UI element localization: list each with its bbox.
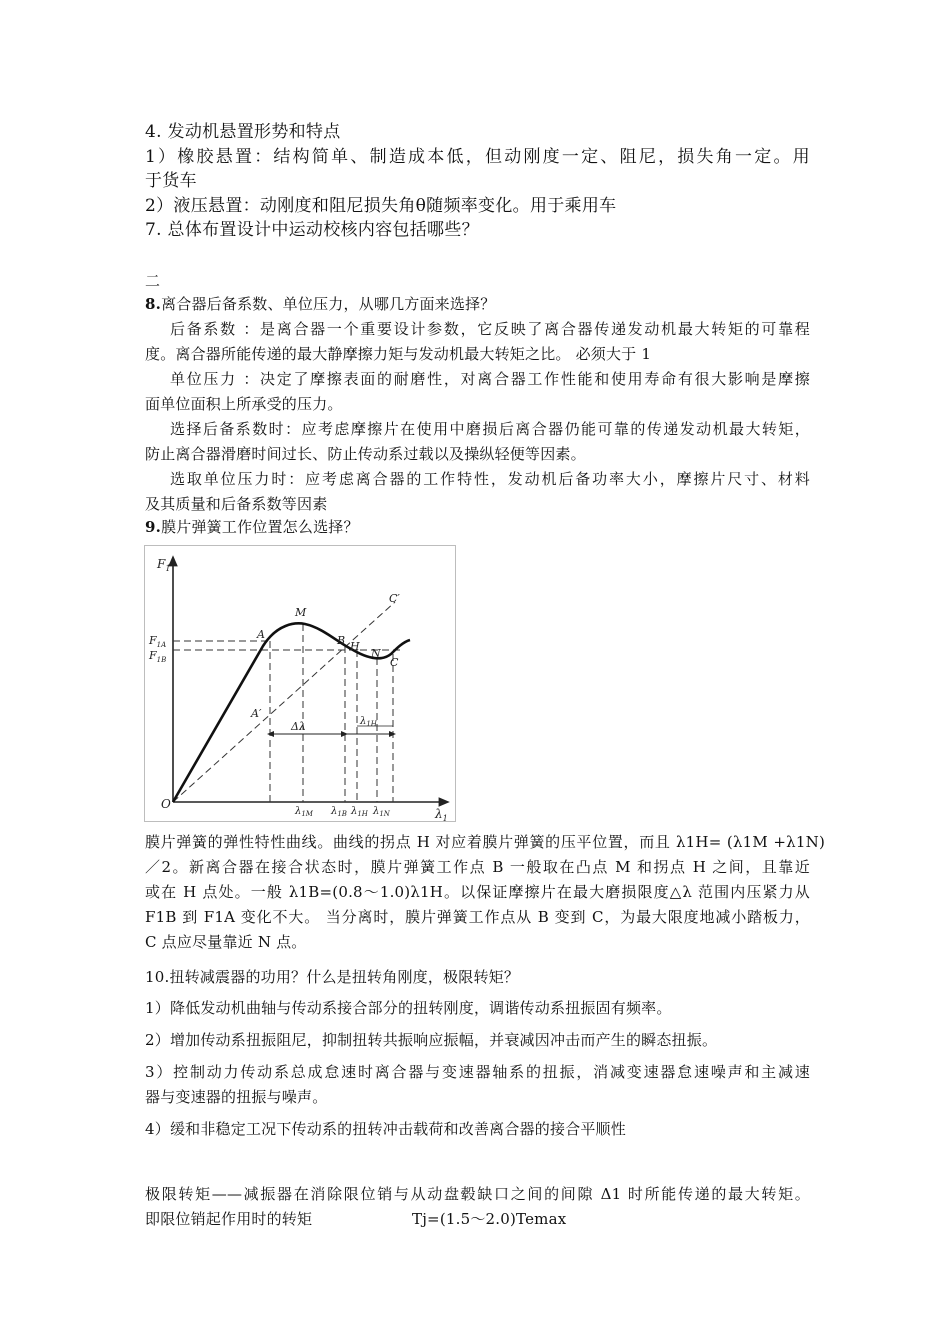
point-c-label: C xyxy=(390,656,399,669)
q8-p1-line2: 度。离合器所能传递的最大静摩擦力矩与发动机最大转矩之比。 必须大于 1 xyxy=(145,345,652,363)
secant-line xyxy=(173,602,395,802)
q8-number: 8. xyxy=(145,295,162,313)
point-m-label: M xyxy=(295,606,307,619)
q8-p2-line2: 面单位面积上所承受的压力。 xyxy=(145,395,343,413)
point-aprime-label: A′ xyxy=(251,707,262,720)
q8-p4-line1: 选取单位压力时：应考虑离合器的工作特性，发动机后备功率大小，摩擦片尺寸、材料 xyxy=(170,470,810,488)
limit-torque-formula: Tj=(1.5～2.0)Temax xyxy=(412,1210,567,1228)
point-a-label: A xyxy=(257,628,265,641)
q8-p2-line1: 单位压力 ：决定了摩擦表面的耐磨性，对离合器工作性能和使用寿命有很大影响是摩擦 xyxy=(170,370,810,388)
limit-torque-line2: 即限位销起作用时的转矩 xyxy=(145,1210,313,1228)
delta-lambda-label: Δλ xyxy=(291,720,306,733)
tick-1b-label: $\lambda_{1B}$ xyxy=(331,806,347,818)
spring-characteristic-figure xyxy=(144,545,456,822)
tick-1m-label: $\lambda_{1M}$ xyxy=(295,806,313,818)
q8-p4-line2: 及其质量和后备系数等因素 xyxy=(145,495,328,513)
q4-item1-line1: 1）橡胶悬置：结构简单、制造成本低，但动刚度一定、阻尼，损失角一定。用 xyxy=(145,147,810,167)
q8-title xyxy=(145,293,495,314)
point-cprime-label: C′ xyxy=(389,592,400,605)
x-axis-label: $\lambda_1$ xyxy=(435,807,448,821)
f1b-label: $F_{1B}$ xyxy=(149,649,167,664)
q8-p1-line1: 后备系数 ：是离合器一个重要设计参数，它反映了离合器传递发动机最大转矩的可靠程 xyxy=(170,320,810,338)
q4-item1-line2: 于货车 xyxy=(145,171,197,191)
s3-line1: 膜片弹簧的弹性特性曲线。曲线的拐点 H 对应着膜片弹簧的压平位置，而且 λ1H= (λ1M +λ1N) xyxy=(145,833,825,851)
q10-item3-line1: 3）控制动力传动系总成怠速时离合器与变速器轴系的扭振，消减变速器怠速噪声和主减速 xyxy=(145,1063,810,1081)
point-n-label: N xyxy=(371,647,381,660)
q10-title: 10.扭转减震器的功用？什么是扭转角刚度，极限转矩？ xyxy=(145,968,520,986)
s3-line5: C 点应尽量靠近 N 点。 xyxy=(145,933,307,951)
q10-item3-line2: 器与变速器的扭振与噪声。 xyxy=(145,1088,328,1106)
q8-p3-line2: 防止离合器滑磨时间过长、防止传动系过载以及操纵轻便等因素。 xyxy=(145,445,586,463)
q10-item4: 4）缓和非稳定工况下传动系的扭转冲击载荷和改善离合器的接合平顺性 xyxy=(145,1120,626,1138)
origin-label: O xyxy=(161,797,171,811)
q9-title xyxy=(145,516,359,537)
point-b-label: B xyxy=(337,634,346,647)
s3-line3: 或在 H 点处。一般 λ1B=(0.8～1.0)λ1H。以保证摩擦片在最大磨损限度△λ 范围内压紧力从 xyxy=(145,883,810,901)
q8-title-text: 离合器后备系数、单位压力，从哪几方面来选择？ xyxy=(161,295,496,313)
point-h-label: H xyxy=(350,640,360,653)
s3-line2: ／2。新离合器在接合状态时，膜片弹簧工作点 B 一般取在凸点 M 和拐点 H 之间，且靠近 xyxy=(145,858,810,876)
s3-line4: F1B 到 F1A 变化不大。 当分离时，膜片弹簧工作点从 B 变到 C，为最大限度地减小踏板力， xyxy=(145,908,810,926)
q4-title: 4. 发动机悬置形势和特点 xyxy=(145,122,341,142)
limit-torque-line1: 极限转矩——减振器在消除限位销与从动盘毂缺口之间的间隙 Δ1 时所能传递的最大转矩。 xyxy=(145,1185,810,1203)
tick-1n-label: $\lambda_{1N}$ xyxy=(373,806,390,818)
q8-p3-line1: 选择后备系数时：应考虑摩擦片在使用中磨损后离合器仍能可靠的传递发动机最大转矩， xyxy=(170,420,810,438)
q9-number: 9. xyxy=(145,518,162,536)
f1a-label: $F_{1A}$ xyxy=(149,634,167,649)
q10-item2: 2）增加传动系扭振阻尼，抑制扭转共振响应振幅，并衰减因冲击而产生的瞬态扭振。 xyxy=(145,1031,718,1049)
q7-title: 7. 总体布置设计中运动校核内容包括哪些？ xyxy=(145,220,479,240)
spring-curve-svg xyxy=(145,546,455,821)
tick-1h-label: $\lambda_{1H}$ xyxy=(351,806,368,818)
q9-title-text: 膜片弹簧工作位置怎么选择？ xyxy=(161,518,359,536)
section-heading: 二 xyxy=(145,272,161,290)
q4-item2: 2）液压悬置：动刚度和阻尼损失角θ随频率变化。用于乘用车 xyxy=(145,196,617,216)
q10-item1: 1）降低发动机曲轴与传动系接合部分的扭转刚度，调谐传动系扭振固有频率。 xyxy=(145,999,672,1017)
y-axis-label: $F_1$ xyxy=(157,557,171,573)
lambda-h-label: $\lambda_{1H}$ xyxy=(360,716,377,728)
